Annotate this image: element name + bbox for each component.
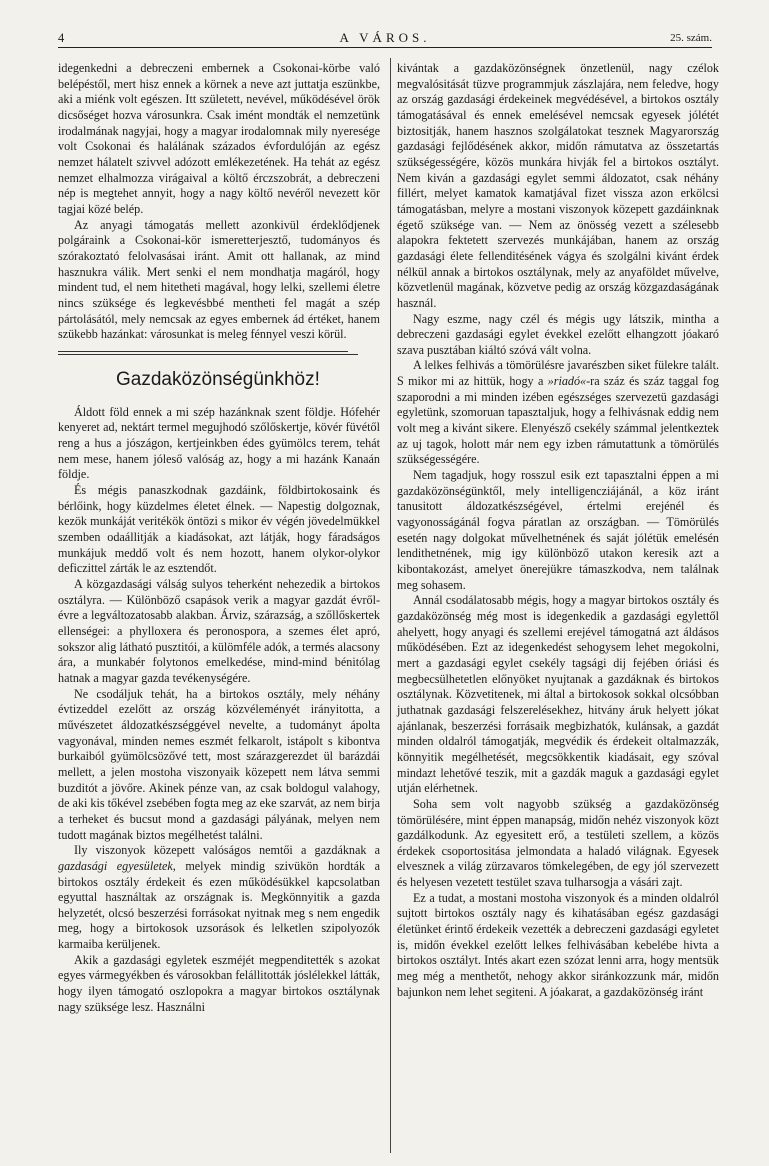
right-column (397, 61, 719, 1000)
paragraph: Áldott föld ennek a mi szép hazánknak szent földje. Hófehér kenyeret ad, nektárt termel megujhodó szőlőskertje, kövér füvétől reng a hus a jószágon, kertjeinkben édes gyümölcs terem, tehát nem mese, hanem jóleső valóság az, hogy a mi hazánk Kanaán földje. (58, 404, 380, 482)
paragraph (397, 358, 719, 468)
left-column (58, 61, 380, 1015)
paragraph: Ez a tudat, a mostani mostoha viszonyok és a minden oldalról sujtott birtokos osztály nagy és kihatásában egész gazdasági életünket érintő érdekeik vezették a debreczeni gazdasági egyletet is, midőn évekkel ezelőtt lelkes felhivásában kebelébe hivta a birtokos osztályt. Intés akart ezen szózat lenni arra, hogy mentsük meg még a menthetőt, nehogy akkor siránkozzunk már, midőn bajunkon nem lehet segiteni. A jóakarat, a gazdaközönség iránt (397, 890, 719, 999)
paragraph: Akik a gazdasági egyletek eszméjét megpenditették s azokat egyes vármegyékben és városokban felállitották jóslélekkel látták, hogy ilyen támogató oszlopokra a magyar birtokos osztálynak nagy szüksége lesz. Használni (58, 952, 380, 1014)
paragraph: Ne csodáljuk tehát, ha a birtokos osztály, mely néhány évtizeddel ezelőtt az ország közvéleményét irányitotta, a művészetet áldozatkészséggével nevelte, a tudományt ápolta vagyonával, minden nemes eszmét felkarolt, istápolt s kibontva burkaiból gyümölcsözővé tett, most szárazgerezdet ül barázdái mellett, a jelen mostoha viszonyaik közepett nem látva semmi buzditót a jövőre. Akinek pénze van, az csak boldogul valahogy, de aki kis tőkével zsebében fogta meg az eke szarvát, az nem birja a terheket és bucsut mond a gazdasági pályának, melyen nem tudott magának biztos megélhetést találni. (58, 686, 380, 842)
italic-term: »riadó« (547, 374, 587, 389)
text-run: A lelkes felhivás a tömörülésre javarészben siket fülekre talált. S mikor mi az hittük, hogy a (397, 358, 719, 389)
paragraph: idegenkedni a debreczeni embernek a Csokonai-körbe való belépéstől, mert hisz ennek a körnek a neve azt juttatja eszünkbe, aki a miénk volt egészen. Itt született, nevével, működésével örök dicsőséget hozva városunkra. Csak imént mondták el nemzetünk irodalmának nagyjai, hogy a magyar irodalomnak mily nyeresége volt Csokonai és halálának százados évfordulóján az egész nemzet hálatelt szivvel adózott emlékezetének. Ha tehát az egész nemzet elhalmozza virágaival a költő érczszobrát, a debreczeni nép is megtehet annyit, hogy a nagy költő nevéről nevezett kör tagjai közé belép. (58, 61, 380, 216)
page-header (58, 30, 712, 46)
masthead-title: A VÁROS. (339, 30, 431, 45)
paragraph: Soha sem volt nagyobb szükség a gazdaközönség tömörülésére, mint éppen manapság, midőn nehéz viszonyok közt gazdálkodunk. Az egyesitett erő, a testületi szellem, a közös érdekek csoportositása jelmondata a haladó világnak. Egyesek elvesznek a világ zürzavaros tömkelegében, de egy jól szervezett és helyesen vezetett testület szava tulharsogja a vásári zajt. (397, 796, 719, 890)
paragraph: A közgazdasági válság sulyos teherként nehezedik a birtokos osztályra. — Különböző csapások verik a magyar gazdát évről-évre a legváltozatosabb alakban. Árviz, szárazság, a szőllőskertek ellenségei: a phylloxera és peronospora, a szemes élet apró, sokszor alig látható pusztitói, a külömféle adók, a termés alacsony ára, a munkabér folytonos emelkedése, mind-mind bénitólag hatnak a magyar gazda tevékenységére. (58, 577, 380, 685)
article-headline: Gazdaközönségünkhöz! (116, 368, 320, 390)
paragraph: És mégis panaszkodnak gazdáink, földbirtokosaink és bérlőink, hogy küzdelmes életet élnek. — Napestig dolgoznak, kezök munkáját veritékök öntözi s mikor év végén jövedelmükkel szemben odaállitják a kiadásokat, azt látják, hogy fáradságos munkájuk meddő volt és nem hozott, hanem olykor-olykor deficzittel zárták le az esztendőt. (58, 483, 380, 576)
article-separator-rule (58, 354, 358, 355)
paragraph: kivántak a gazdaközönségnek önzetlenül, nagy czélok megvalósitását tüzve programmjuk zászlajára, nem feledve, hogy az ország gazdasági érdekeinek megvédésével, a birtokos osztály támogatásával és ennek emelésével nemcsak egyesek jólétét biztositják, hanem hasznos szolgálatokat tesznek Magyarország gazdasági fejlődésének akkor, midőn rámutatva az összetartás szükségességére, közös munkára hivják fel a birtokos osztályt. Nem kiván a gazdasági egylet semmi áldozatot, csak néhány fillért, melyet kamatok kamatjával fizet vissza azon erkölcsi támogatásban, melyre a mostani viszonyok közepett gazdáinknak égető szüksége van. — Nem az önösség vezett a szélesebb alapokra fektetett szervezés munkájában, hanem az ország gazdasági élete fellenditésének vágya és szolgálni kivánt érdek nélkül annak a birtokos osztálynak, mely az anyaföldet művelve, közvetlenül magának, közvetve pedig az ország közgazdaságának használ. (397, 61, 719, 310)
paragraph: Nagy eszme, nagy czél és mégis ugy látszik, mintha a debreczeni gazdasági egylet évekkel ezelőtt elhangzott jóakaró szava pusztában kiáltó szóvá vált volna. (397, 311, 719, 357)
text-run: Ily viszonyok közepett valóságos nemtői a gazdáknak a (74, 843, 380, 858)
paragraph: Az anyagi támogatás mellett azonkivül érdeklődjenek polgáraink a Csokonai-kör ismeretterjesztő, tudományos és szórakoztató felolvasásai iránt. Amit ott hallanak, az mind hasznukra válik. Mert senki el nem mondhatja magáról, hogy mindent tud, el nem hitetheti magával, hogy lelki, szellemi életre nincs szüksége és legkevésbbé mentheti fel magát a szép pártolásától, mely nemcsak az egyes embernek ád értéket, hanem szükebb hazánkat: városunkat is meleg fénnyel veszi körül. (58, 217, 380, 342)
header-rule (58, 47, 712, 48)
text-run: , melyek mindig szivükön hordták a birtokos osztály érdekeit és ezen működésükkel kapcsolatban egyuttal használtak az országnak is. Megkönnyitik a gazda helyzetét, olcsó beszerzési forrásokat nyitnak meg s nem engedik meg, hogy a birtokosok uzsorások és lelketlen szipolyozók karmaiba kerüljenek. (58, 858, 380, 952)
paragraph: Annál csodálatosabb mégis, hogy a magyar birtokos osztály és gazdaközönség még most is idegenkedik a gazdasági egylettől ahelyett, hogy anyagi és szellemi erejével támogatná azt áldásos működésében. Ezt az idegenkedést sehogysem lehet megokolni, mert a gazdasági egylet csekély tagsági dij fejében óriási és megbecsülhetetlen előnyöket nyujtanak a gazdáknak és birtokos osztálynak. Közvetitenek, mi által a birtokosok sokkal olcsóbban juthatnak gazdasági felszerelésekhez, hitvány áruk helyett jókat ajánlanak, beszerzési forrásaik megbizhatók, kulánsak, a gazdát minden oldalról támogatják, megvédik és érdekeit oltalmazzák, könnyitik megélhetését, megcsökkentik kiadásait, egy szóval mindazt lehetővé teszik, mit a gazdák maguk a gazdasági egylet utján elérhetnek. (397, 593, 719, 796)
italic-term: gazdasági egyesületek (58, 858, 173, 873)
text-run: -ra száz és száz taggal fog szaporodni a mi minden izében egészséges szervezetü gazdasági egyletünk, szomoruan tapasztaljuk, hogy a felhivásnak eddig nem volt meg a kivánt sikere. Elenyésző csekély számmal jelentkeztek az uj tagok, holott már nem egy izben rámutattunk a tömörülés szükségességére. (397, 374, 719, 467)
column-divider (390, 58, 391, 1153)
issue-number: 25. szám. (670, 32, 712, 44)
page-number: 4 (58, 31, 65, 45)
paragraph: Nem tagadjuk, hogy rosszul esik ezt tapasztalni éppen a mi gazdaközönségünktől, mely intelligencziájánál, a köz iránt tanusitott áldozatkészségével, értelmi erejénél és vagyonosságánál fogva páratlan az országban. — Tömörülés esetén nagy dolgokat művelhetnének és saját jólétük emelésén lendithetnének, mig igy különböző utakon keresik azt a kibontakozást, amelyet önerejükre támaszkodva, nem találnak meg sohasem. (397, 468, 719, 592)
paragraph (58, 843, 380, 953)
article-end-rule (58, 351, 348, 352)
